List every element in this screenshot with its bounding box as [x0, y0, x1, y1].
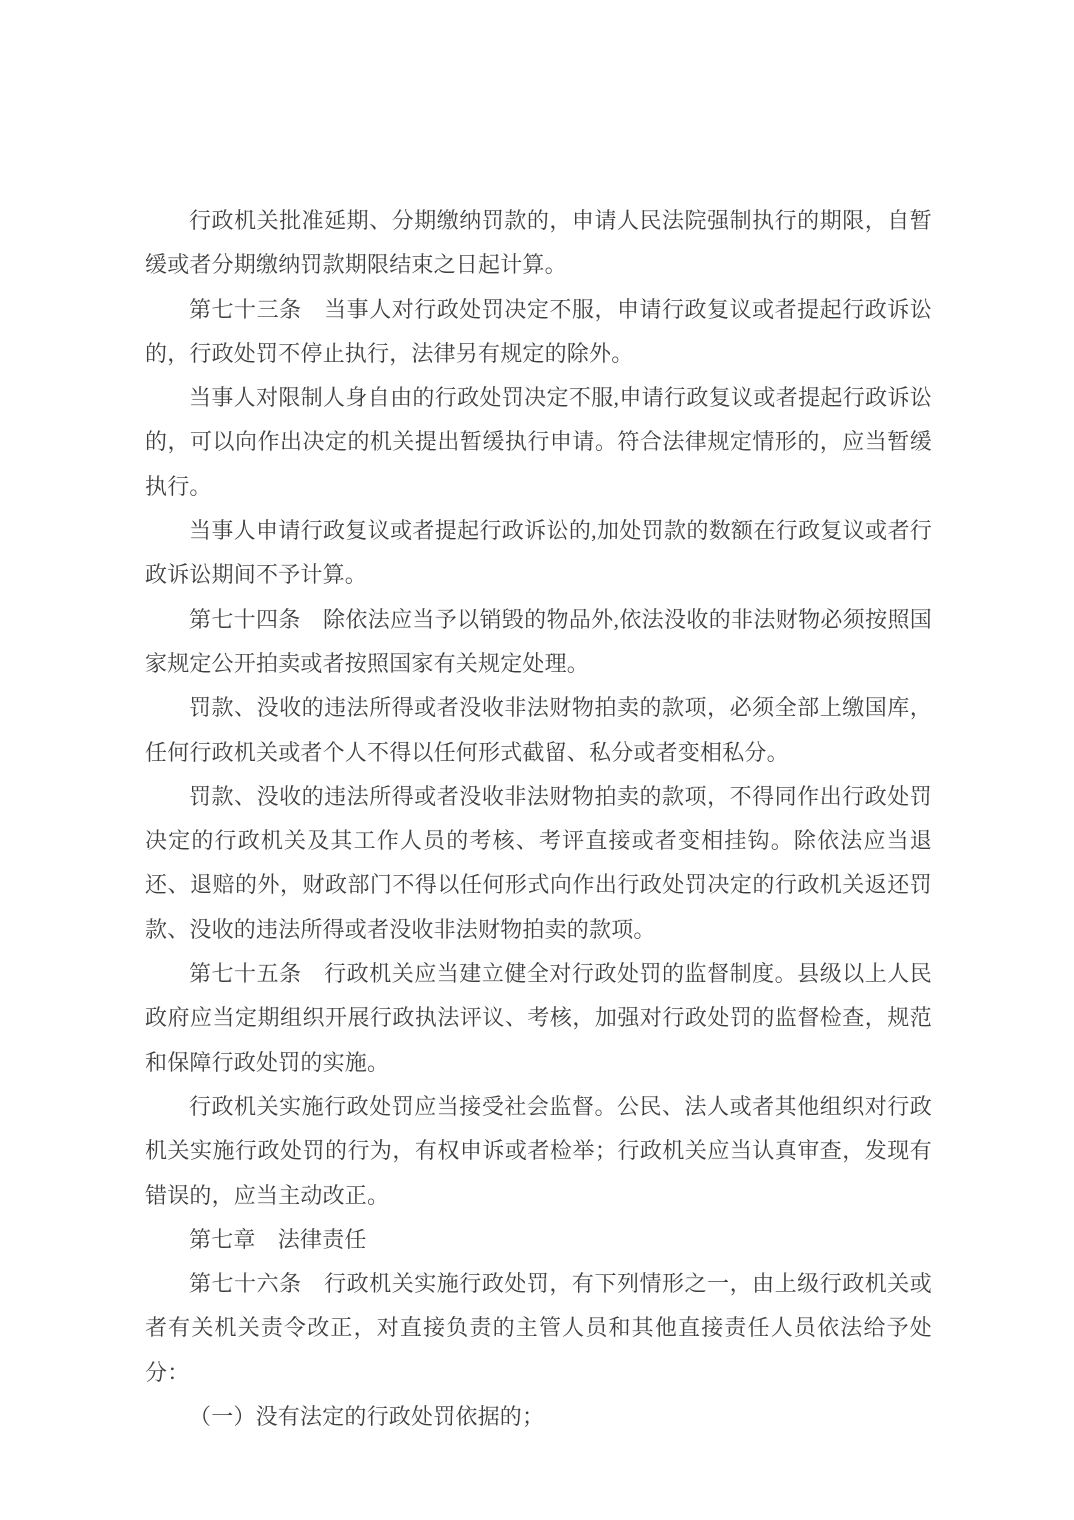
paragraph: （一）没有法定的行政处罚依据的；: [189, 1404, 545, 1430]
paragraph: 第七十三条 当事人对行政处罚决定不服，申请行政复议或者提起行政诉讼的，行政处罚不停止执行，法律另有规定的除外。: [145, 296, 932, 366]
paragraph: 当事人申请行政复议或者提起行政诉讼的,加处罚款的数额在行政复议或者行政诉讼期间不予计算。: [145, 518, 932, 588]
paragraph: 第七十五条 行政机关应当建立健全对行政处罚的监督制度。县级以上人民政府应当定期组织开展行政执法评议、考核，加强对行政处罚的监督检查，规范和保障行政处罚的实施。: [145, 961, 932, 1075]
paragraph: 第七十四条 除依法应当予以销毁的物品外,依法没收的非法财物必须按照国家规定公开拍卖或者按照国家有关规定处理。: [145, 606, 932, 676]
document-body: [145, 199, 932, 1439]
paragraph: 第七十六条 行政机关实施行政处罚，有下列情形之一，由上级行政机关或者有关机关责令改正，对直接负责的主管人员和其他直接责任人员依法给予处分：: [145, 1271, 932, 1385]
paragraph: 罚款、没收的违法所得或者没收非法财物拍卖的款项，不得同作出行政处罚决定的行政机关及其工作人员的考核、考评直接或者变相挂钩。除依法应当退还、退赔的外，财政部门不得以任何形式向作出行政处罚决定的行政机关返还罚款、没收的违法所得或者没收非法财物拍卖的款项。: [145, 783, 932, 942]
chapter-heading: 第七章 法律责任: [189, 1226, 367, 1252]
paragraph: 当事人对限制人身自由的行政处罚决定不服,申请行政复议或者提起行政诉讼的，可以向作出决定的机关提出暂缓执行申请。符合法律规定情形的，应当暂缓执行。: [145, 385, 932, 499]
paragraph: 行政机关批准延期、分期缴纳罚款的，申请人民法院强制执行的期限，自暂缓或者分期缴纳罚款期限结束之日起计算。: [145, 208, 932, 278]
paragraph: 罚款、没收的违法所得或者没收非法财物拍卖的款项，必须全部上缴国库，任何行政机关或者个人不得以任何形式截留、私分或者变相私分。: [145, 695, 932, 765]
paragraph: 行政机关实施行政处罚应当接受社会监督。公民、法人或者其他组织对行政机关实施行政处罚的行为，有权申诉或者检举；行政机关应当认真审查，发现有错误的，应当主动改正。: [145, 1093, 932, 1208]
